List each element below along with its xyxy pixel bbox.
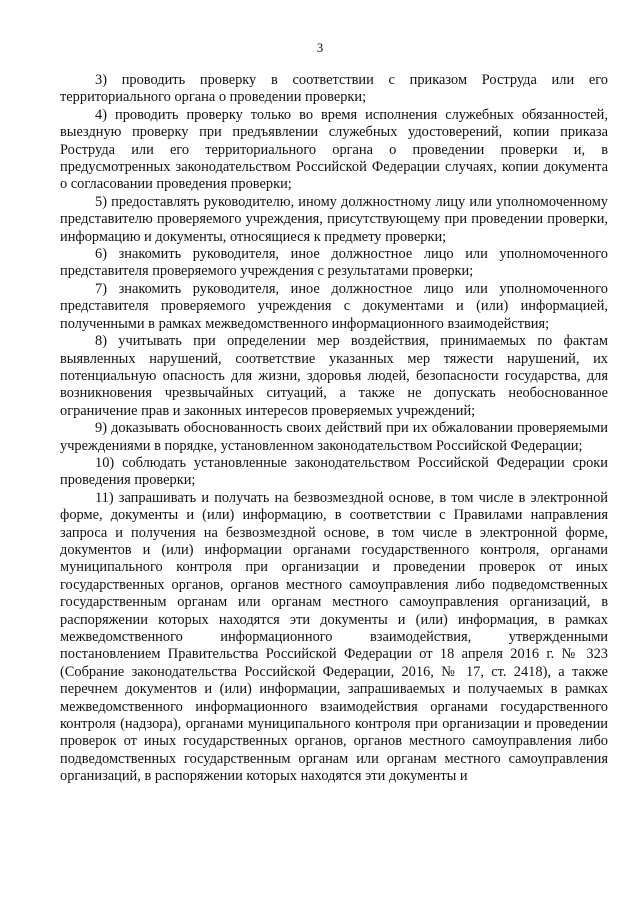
page-number: 3 — [316, 40, 324, 55]
paragraph-item-6: 6) знакомить руководителя, иное должностное лицо или уполномоченного представителя проверяемого учреждения с результатами проверки; — [60, 246, 608, 280]
paragraph-item-5: 5) предоставлять руководителю, иному должностному лицу или уполномоченному представителю проверяемого учреждения, присутствующему при проведении проверки, информацию и документы, относящиеся к предмету проверки; — [60, 193, 608, 245]
paragraph-item-4: 4) проводить проверку только во время исполнения служебных обязанностей, выездную проверку при предъявлении служебных удостоверений, копии приказа Роструда или его территориального органа о проведении проверки и, в предусмотренных законодательством Российской Федерации случаях, копии документа о согласовании проведения проверки; — [60, 106, 608, 193]
paragraph-item-10: 10) соблюдать установленные законодательством Российской Федерации сроки проведения проверки; — [60, 454, 608, 489]
paragraph-item-7: 7) знакомить руководителя, иное должностное лицо или уполномоченного представителя проверяемого учреждения с документами и (или) информацией, полученными в рамках межведомственного информационного взаимодействия; — [60, 280, 608, 332]
document-body — [60, 72, 608, 786]
paragraph-item-11: 11) запрашивать и получать на безвозмездной основе, в том числе в электронной форме, документы и (или) информацию, в соответствии с Правилами направления запроса и получения на безвозмездной основе, в том числе в электронной форме, документов и (или) информации органами государственного контроля, органами муниципального контроля при организации и проведении проверок от иных государственных органов, органов местного самоуправления либо подведомственных государственным органам или органам местного самоуправления организаций, в распоряжении которых находятся эти документы и (или) информация, в рамках межведомственного информационного взаимодействия, утвержденными постановлением Правительства Российской Федерации от 18 апреля 2016 г. № 323 (Собрание законодательства Российской Федерации, 2016, № 17, ст. 2418), а также перечнем документов и (или) информации, запрашиваемых и получаемых в рамках межведомственного информационного взаимодействия органами государственного контроля (надзора), органами муниципального контроля при организации и проведении проверок от иных государственных органов, органов местного самоуправления либо подведомственных государственным органам или органам местного самоуправления организаций, в распоряжении которых находятся эти документы и — [60, 489, 608, 785]
paragraph-item-9: 9) доказывать обоснованность своих действий при их обжаловании проверяемыми учреждениями в порядке, установленном законодательством Российской Федерации; — [60, 420, 608, 454]
paragraph-item-8: 8) учитывать при определении мер воздействия, принимаемых по фактам выявленных нарушений, соответствие указанных мер тяжести нарушений, их потенциальную опасность для жизни, здоровья людей, безопасности государства, для возникновения чрезвычайных ситуаций, а также не допускать необоснованное ограничение прав и законных интересов проверяемых учреждений; — [60, 333, 608, 419]
paragraph-item-3: 3) проводить проверку в соответствии с приказом Роструда или его территориального органа о проведении проверки; — [60, 72, 608, 106]
